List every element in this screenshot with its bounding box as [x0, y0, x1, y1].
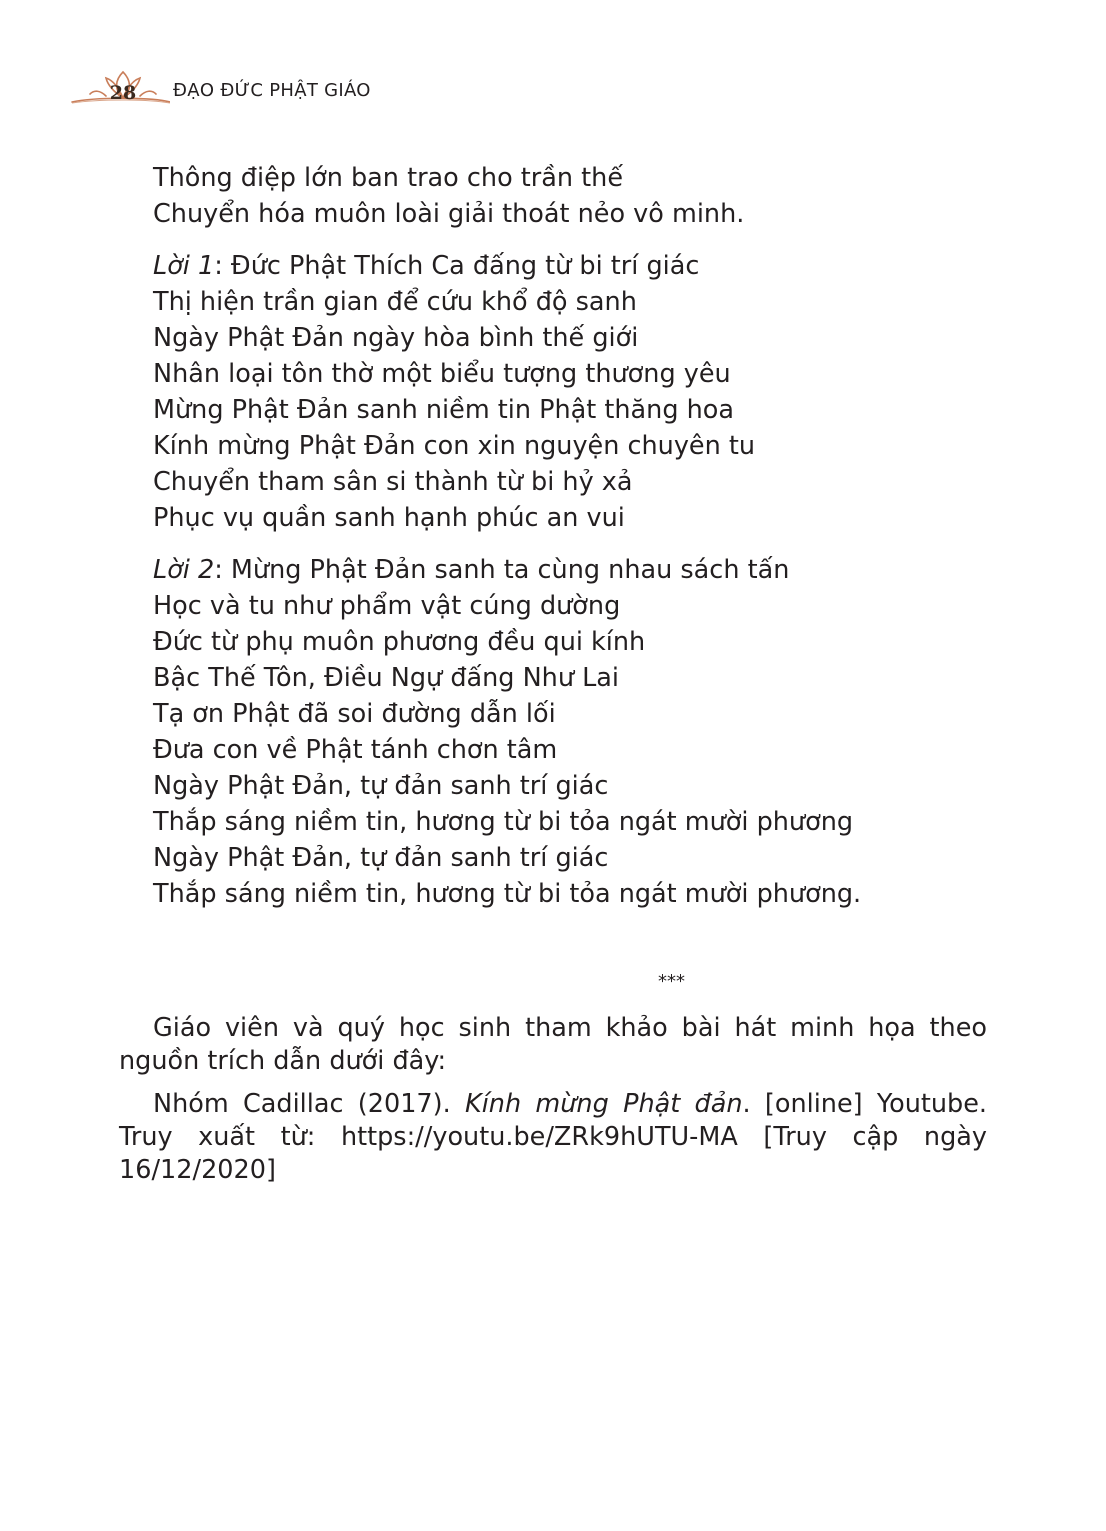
verse-label: Lời 2: [153, 555, 215, 585]
verse-line: Thông điệp lớn ban trao cho trần thế: [153, 163, 624, 193]
verse-line: Nhân loại tôn thờ một biểu tượng thương yêu: [153, 359, 731, 389]
verse-line: Ngày Phật Đản, tự đản sanh trí giác: [153, 771, 609, 801]
verse-line: Bậc Thế Tôn, Điều Ngự đấng Như Lai: [153, 663, 620, 693]
verse-first-line: : Mừng Phật Đản sanh ta cùng nhau sách tấn: [214, 555, 790, 585]
verse-first-line: : Đức Phật Thích Ca đấng từ bi trí giác: [214, 251, 700, 281]
verse-line: Thắp sáng niềm tin, hương từ bi tỏa ngát mười phương: [153, 807, 854, 837]
verse-line: Mừng Phật Đản sanh niềm tin Phật thăng hoa: [153, 395, 735, 425]
verse-line: [119, 248, 987, 284]
verse-2-stanza: [119, 552, 987, 912]
section-separator: ***: [658, 971, 685, 992]
reference-citation: [119, 1088, 987, 1187]
verse-line: [119, 552, 987, 588]
verse-line: Đức từ phụ muôn phương đều qui kính: [153, 627, 646, 657]
intro-stanza: [119, 160, 987, 232]
citation-author: Nhóm Cadillac (2017).: [153, 1089, 465, 1119]
citation-title: Kính mừng Phật đản: [465, 1089, 743, 1119]
reference-note: Giáo viên và quý học sinh tham khảo bài hát minh họa theo nguồn trích dẫn dưới đây:: [119, 1013, 987, 1076]
verse-line: Ngày Phật Đản, tự đản sanh trí giác: [153, 843, 609, 873]
verse-label: Lời 1: [153, 251, 215, 281]
citation-rest: . [online] Youtube. Truy xuất từ: https://youtu.be/ZRk9hUTU-MA [Truy cập ngày 16/12/2020]: [119, 1089, 987, 1185]
verse-line: Chuyển hóa muôn loài giải thoát nẻo vô minh.: [153, 199, 745, 229]
verse-1-stanza: [119, 248, 987, 536]
verse-line: Thắp sáng niềm tin, hương từ bi tỏa ngát mười phương.: [153, 879, 862, 909]
running-title: ĐẠO ĐỨC PHẬT GIÁO: [173, 80, 371, 101]
verse-line: Thị hiện trần gian để cứu khổ độ sanh: [153, 287, 637, 317]
verse-line: Phục vụ quần sanh hạnh phúc an vui: [153, 503, 625, 533]
verse-line: Đưa con về Phật tánh chơn tâm: [153, 735, 558, 765]
verse-line: Học và tu như phẩm vật cúng dường: [153, 591, 621, 621]
page-number: 28: [109, 82, 137, 104]
page-content: [119, 160, 987, 1187]
page-header: [70, 66, 400, 112]
verse-line: Chuyển tham sân si thành từ bi hỷ xả: [153, 467, 633, 497]
verse-line: Ngày Phật Đản ngày hòa bình thế giới: [153, 323, 639, 353]
verse-line: Kính mừng Phật Đản con xin nguyện chuyên tu: [153, 431, 756, 461]
verse-line: Tạ ơn Phật đã soi đường dẫn lối: [153, 699, 556, 729]
